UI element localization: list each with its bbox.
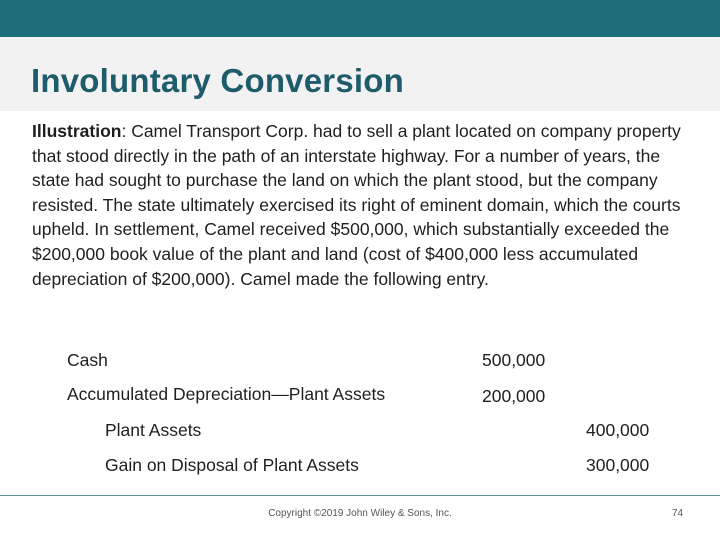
page-number: 74 <box>672 508 684 519</box>
entry-account-gain-on-disposal: Gain on Disposal of Plant Assets <box>105 455 359 475</box>
entry-account-plant-assets: Plant Assets <box>105 420 202 440</box>
entry-credit-gain-on-disposal: 300,000 <box>586 455 650 475</box>
illustration-paragraph <box>32 119 702 291</box>
illustration-colon: : <box>121 121 127 141</box>
footer-copyright: Copyright ©2019 John Wiley & Sons, Inc. <box>268 508 452 519</box>
entry-credit-plant-assets: 400,000 <box>586 420 650 440</box>
footer-divider <box>0 495 720 496</box>
illustration-label: Illustration <box>32 121 122 141</box>
slide-title: Involuntary Conversion <box>31 62 404 99</box>
entry-account-accumulated-depreciation: Accumulated Depreciation—Plant Assets <box>67 384 386 404</box>
illustration-text: Camel Transport Corp. had to sell a plant located on company property that stood directly in the path of an interstate highway. For a number of years, the state had sought to purchase the land on which the plant stood, but the company resisted. The state ultimately exercised its right of eminent domain, which the courts upheld. In settlement, Camel received $500,000, which substantially exceeded the $200,000 book value of the plant and land (cost of $400,000 less accumulated depreciation of $200,000). Camel made the following entry. <box>32 121 681 289</box>
entry-debit-cash: 500,000 <box>482 350 546 370</box>
entry-account-cash: Cash <box>67 350 108 370</box>
entry-debit-accumulated-depreciation: 200,000 <box>482 386 546 406</box>
header-bar <box>0 0 720 37</box>
